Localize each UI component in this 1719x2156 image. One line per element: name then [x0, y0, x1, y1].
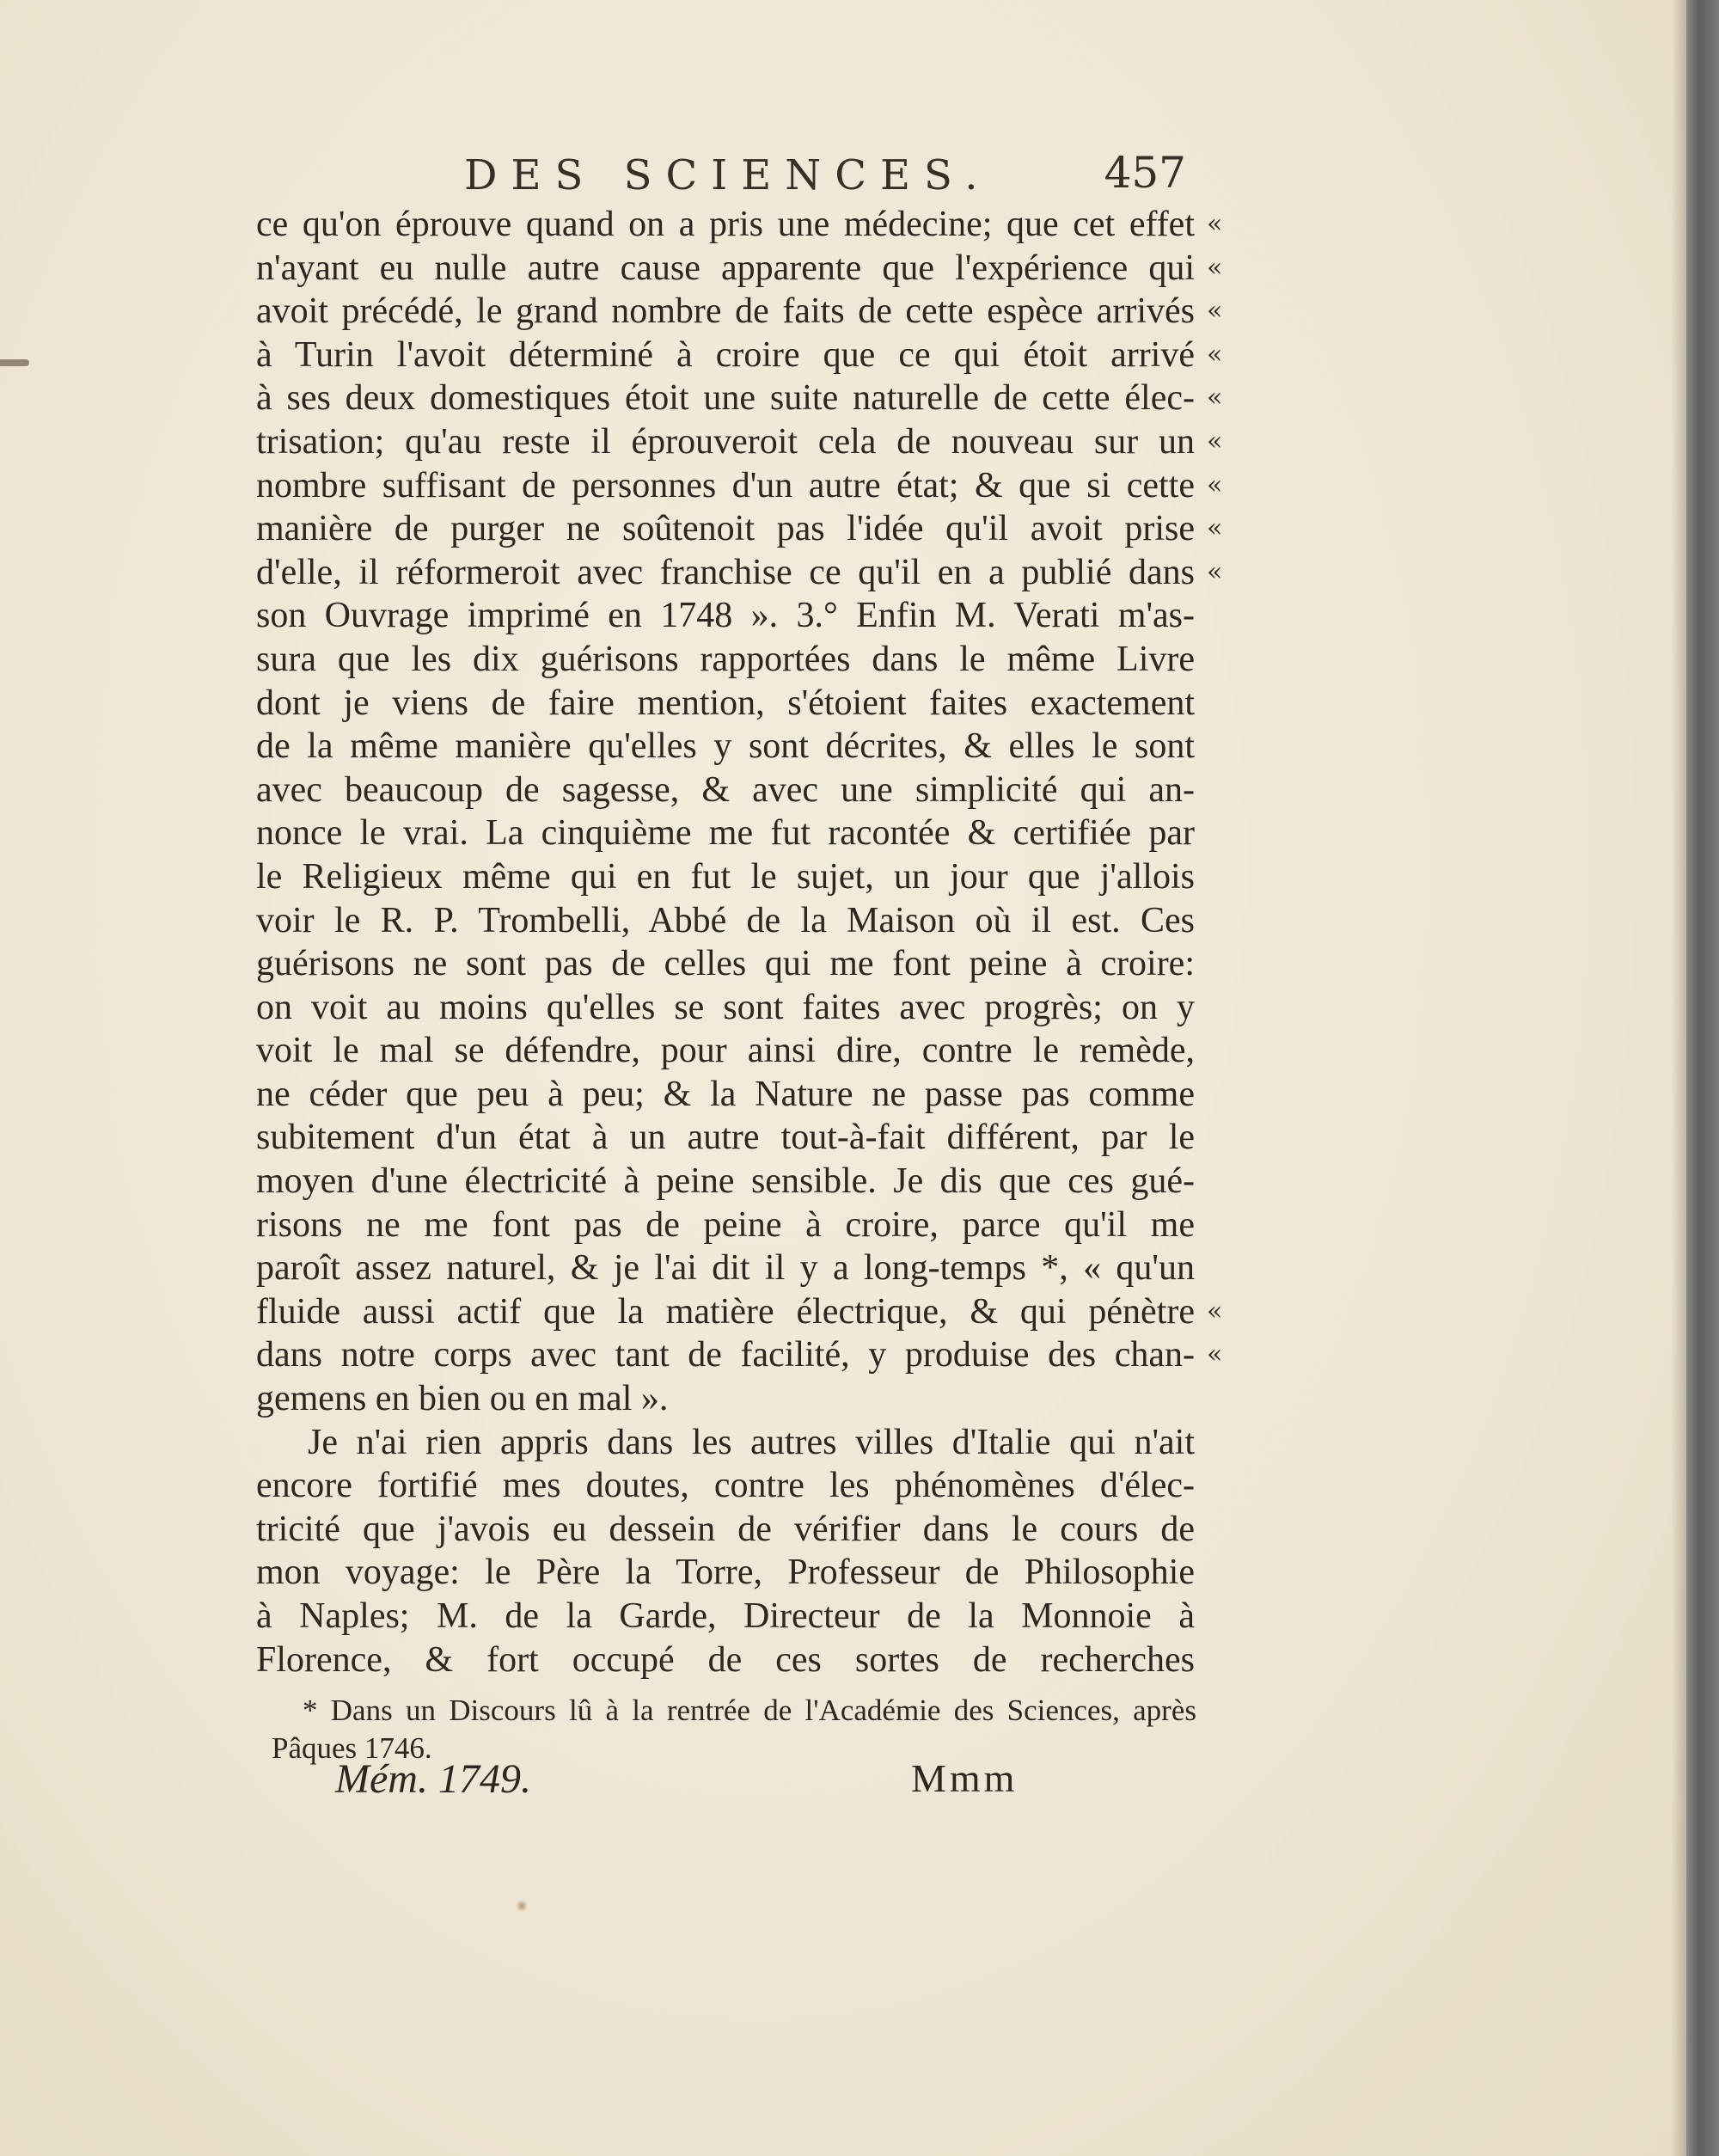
text-line-content: voir le R. P. Trombelli, Abbé de la Maison où il est. Ces: [256, 900, 1195, 940]
volume-mark: Mém. 1749.: [335, 1756, 531, 1802]
text-line-content: moyen d'une électricité à peine sensible. Je dis que ces gué-: [256, 1161, 1195, 1202]
text-line-content: à Naples; M. de la Garde, Directeur de la Monnoie à: [256, 1596, 1195, 1636]
text-line-content: guérisons ne sont pas de celles qui me font peine à croire:: [256, 944, 1195, 984]
text-line: [256, 942, 1195, 986]
quotation-mark: «: [1207, 252, 1223, 283]
text-line-content: ce qu'on éprouve quand on a pris une médecine; que cet effet: [256, 205, 1195, 244]
page-edge: [1686, 0, 1719, 2156]
text-line-content: risons ne me font pas de peine à croire, parce qu'il me: [256, 1204, 1195, 1245]
quotation-mark: «: [1207, 556, 1223, 587]
text-line: [256, 725, 1195, 769]
quotation-mark: «: [1207, 296, 1223, 327]
text-line: [256, 203, 1223, 247]
quotation-mark: «: [1207, 513, 1223, 544]
running-head: DES SCIENCES.: [464, 151, 992, 199]
text-line: [256, 1508, 1195, 1552]
text-line: [256, 986, 1195, 1030]
text-line: [256, 1029, 1195, 1073]
text-line: [256, 1421, 1195, 1465]
text-line-content: de la même manière qu'elles y sont décrites, & elles le sont: [256, 726, 1195, 767]
text-line: [256, 1073, 1195, 1117]
text-line-content: avoit précédé, le grand nombre de faits de cette espèce arrivés: [256, 291, 1195, 332]
text-line: [256, 1333, 1223, 1377]
body-text: [256, 203, 1223, 1681]
text-line-content: paroît assez naturel, & je l'ai dit il y a long-temps *, « qu'un: [256, 1248, 1195, 1289]
quotation-mark: «: [1207, 209, 1223, 239]
text-line-content: fluide aussi actif que la matière électrique, & qui pénètre: [256, 1291, 1195, 1332]
quotation-mark: «: [1207, 469, 1223, 500]
page-number: 457: [1104, 148, 1186, 198]
text-line-content: Je n'ai rien appris dans les autres villes d'Italie qui n'ait: [308, 1422, 1195, 1462]
quotation-mark: «: [1207, 383, 1223, 413]
text-line-content: encore fortifié mes doutes, contre les phénomènes d'élec-: [256, 1466, 1195, 1506]
text-line-content: voit le mal se défendre, pour ainsi dire, contre le remède,: [256, 1031, 1195, 1071]
text-line-content: sura que les dix guérisons rapportées dans le même Livre: [256, 639, 1195, 679]
text-line: [256, 1290, 1223, 1334]
text-line-content: à ses deux domestiques étoit une suite naturelle de cette élec-: [256, 378, 1195, 419]
text-line: [256, 682, 1195, 726]
paper-stain: [516, 1900, 528, 1912]
text-line-content: dans notre corps avec tant de facilité, y produise des chan-: [256, 1335, 1195, 1375]
page-footer: [335, 1755, 1074, 1816]
quotation-mark: «: [1207, 426, 1223, 456]
text-line: [256, 812, 1195, 855]
text-line-content: son Ouvrage imprimé en 1748 ». 3.° Enfin M. Verati m'as-: [256, 596, 1195, 636]
text-line: [256, 899, 1195, 943]
text-line-content: à Turin l'avoit déterminé à croire que ce qui étoit arrivé: [256, 334, 1195, 375]
text-line: [256, 594, 1195, 638]
signature-mark: Mmm: [911, 1756, 1019, 1800]
text-line-content: n'ayant eu nulle autre cause apparente que l'expérience qui: [256, 248, 1195, 288]
text-line: [256, 1377, 1195, 1421]
footnote-line: * Dans un Discours lû à la rentrée de l'Académie des Sciences, après: [303, 1694, 1196, 1727]
text-line-content: subitement d'un état à un autre tout-à-fait différent, par le: [256, 1118, 1195, 1158]
text-line: [256, 247, 1223, 291]
text-line: [256, 377, 1223, 420]
text-line-content: le Religieux même qui en fut le sujet, un jour que j'allois: [256, 856, 1195, 897]
text-line: [256, 1638, 1195, 1682]
page-header: [258, 146, 1186, 206]
text-line-content: on voit au moins qu'elles se sont faites avec progrès; on y: [256, 987, 1195, 1027]
text-line: [256, 1464, 1195, 1508]
text-line-content: trisation; qu'au reste il éprouveroit cela de nouveau sur un: [256, 421, 1195, 462]
text-line: [256, 334, 1223, 377]
text-line: [256, 1160, 1195, 1204]
text-line-content: dont je viens de faire mention, s'étoient faites exactement: [256, 683, 1195, 723]
text-line: [256, 769, 1195, 812]
text-line: [256, 855, 1195, 899]
text-line: [256, 290, 1223, 334]
text-line: [256, 551, 1223, 595]
text-line-content: tricité que j'avois eu dessein de vérifier dans le cours de: [256, 1509, 1195, 1549]
text-line-content: nombre suffisant de personnes d'un autre état; & que si cette: [256, 465, 1195, 505]
text-line: [256, 507, 1223, 551]
text-line: [256, 638, 1195, 682]
margin-mark: [0, 359, 29, 366]
text-line: [256, 1116, 1195, 1160]
text-line-content: mon voyage: le Père la Torre, Professeur de Philosophie: [256, 1553, 1195, 1593]
text-line: [256, 1551, 1195, 1595]
text-line: [256, 1246, 1195, 1290]
text-line: [256, 464, 1223, 508]
text-line: [256, 1595, 1195, 1638]
text-line-content: manière de purger ne soûtenoit pas l'idée qu'il avoit prise: [256, 509, 1195, 549]
text-line-content: ne céder que peu à peu; & la Nature ne passe pas comme: [256, 1074, 1195, 1114]
text-line-content: nonce le vrai. La cinquième me fut racontée & certifiée par: [256, 813, 1195, 854]
text-line-content: avec beaucoup de sagesse, & avec une simplicité qui an-: [256, 769, 1195, 810]
text-line: [256, 420, 1223, 464]
text-line: [256, 1204, 1195, 1247]
text-line-content: Florence, & fort occupé de ces sortes de recherches: [256, 1639, 1195, 1680]
quotation-mark: «: [1207, 1339, 1223, 1370]
gutter-shadow: [1671, 0, 1686, 2156]
text-line-content: gemens en bien ou en mal ».: [256, 1379, 669, 1419]
quotation-mark: «: [1207, 339, 1223, 370]
quotation-mark: «: [1207, 1295, 1223, 1326]
footnote-line: Pâques 1746.: [272, 1731, 432, 1765]
text-line-content: d'elle, il réformeroit avec franchise ce qu'il en a publié dans: [256, 552, 1195, 592]
